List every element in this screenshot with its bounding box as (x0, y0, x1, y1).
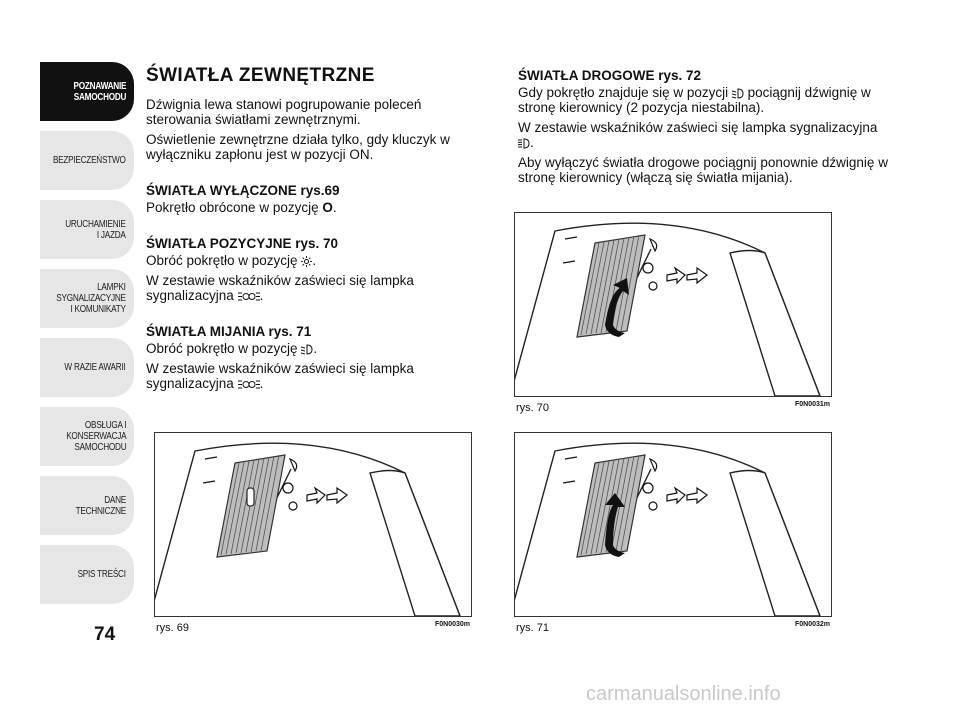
position-instruction: Obróć pokrętło w pozycję (146, 253, 298, 268)
low-beam-text (146, 341, 476, 356)
low-beam-indicator-text (146, 361, 476, 391)
page-number: 74 (94, 624, 116, 645)
punctuation: . (313, 341, 318, 356)
tab-lampki-sygnalizacyjne[interactable] (40, 269, 134, 328)
figure-code: F0N0032m (794, 621, 830, 628)
tab-dane-techniczne[interactable] (40, 476, 134, 535)
tab-w-razie-awarii[interactable] (40, 338, 134, 397)
side-lights-indicator-icon (238, 291, 260, 302)
indicator-instruction: W zestawie wskaźników zaświeci się lampka sygnalizacyjna (518, 120, 878, 135)
tab-label: URUCHAMIENIE I JAZDA (65, 218, 126, 241)
tab-label: SPIS TREŚCI (77, 569, 126, 580)
tab-label: DANE TECHNICZNE (75, 494, 126, 517)
position-lights-text (146, 253, 476, 268)
figure-caption: rys. 69 (156, 622, 190, 634)
high-beam-text-3: Aby wyłączyć światła drogowe pociągnij ponownie dźwignię w stronę kierownicy (włączą się światła mijania). (518, 155, 888, 185)
indicator-instruction: W zestawie wskaźników zaświeci się lampka sygnalizacyjna (146, 361, 414, 391)
tab-label: W RAZIE AWARII (64, 362, 126, 373)
figure-caption: rys. 70 (516, 402, 550, 414)
tab-uruchamienie-i-jazda[interactable] (40, 200, 134, 259)
punctuation: . (332, 200, 337, 215)
position-lights-heading: ŚWIATŁA POZYCYJNE rys. 70 (146, 236, 339, 251)
light-stalk-drawing-71 (515, 433, 831, 616)
light-stalk-drawing-70 (515, 213, 831, 396)
tab-poznawanie-samochodu[interactable] (40, 62, 134, 121)
tab-label: POZNAWANIE SAMOCHODU (73, 80, 126, 103)
chapter-sidebar (40, 62, 134, 614)
figure-illustration (514, 432, 832, 617)
tab-label: BEZPIECZEŃSTWO (53, 155, 126, 166)
punctuation: . (312, 253, 317, 268)
position-indicator-text (146, 273, 476, 303)
tab-label: OBSŁUGA I KONSERWACJA SAMOCHODU (65, 420, 126, 453)
tab-label: LAMPKI SYGNALIZACYJNE I KOMUNIKATY (56, 282, 126, 315)
high-beam-text-1 (518, 85, 888, 115)
high-beam-instruction: Gdy pokrętło znajduje się w pozycji (518, 85, 729, 100)
page-title: ŚWIATŁA ZEWNĘTRZNE (146, 65, 375, 86)
watermark: carmanualsonline.info (586, 683, 781, 705)
punctuation: . (259, 376, 264, 391)
low-beam-icon (732, 88, 744, 99)
side-lights-indicator-icon (238, 379, 260, 390)
figure-code: F0N0030m (434, 621, 470, 628)
lights-off-instruction: Pokrętło obrócone w pozycję (146, 200, 319, 215)
low-beam-heading: ŚWIATŁA MIJANIA rys. 71 (146, 324, 312, 339)
low-beam-instruction: Obróć pokrętło w pozycję (146, 341, 298, 356)
high-beam-instruction-cont: pociągnij dźwignię w stronę kierownicy (2 pozycja niestabilna). (518, 85, 871, 115)
punctuation: . (530, 135, 534, 150)
lights-off-heading: ŚWIATŁA WYŁĄCZONE rys.69 (146, 183, 340, 198)
tab-spis-tresci[interactable] (40, 545, 134, 604)
high-beam-heading: ŚWIATŁA DROGOWE rys. 72 (518, 68, 702, 83)
figure-illustration (514, 212, 832, 397)
high-beam-text-2 (518, 120, 888, 150)
low-beam-icon (301, 344, 313, 355)
punctuation: . (259, 288, 264, 303)
intro-paragraph-2: Oświetlenie zewnętrzne działa tylko, gdy kluczyk w wyłączniku zapłonu jest w pozycji ON. (146, 132, 450, 162)
intro-paragraph-1: Dźwignia lewa stanowi pogrupowanie poleceń sterowania światłami zewnętrznymi. (146, 97, 422, 127)
right-column (518, 68, 888, 190)
position-lights-icon (301, 256, 312, 267)
tab-obsluga-i-konserwacja[interactable] (40, 407, 134, 466)
high-beam-icon (518, 138, 530, 149)
left-column (146, 65, 476, 396)
figure-code: F0N0031m (794, 401, 830, 408)
indicator-instruction: W zestawie wskaźników zaświeci się lampka sygnalizacyjna (146, 273, 414, 303)
off-symbol: O (322, 200, 333, 215)
tab-bezpieczenstwo[interactable] (40, 131, 134, 190)
figure-caption: rys. 71 (516, 622, 550, 634)
figure-illustration (154, 432, 472, 617)
lights-off-text (146, 200, 476, 215)
light-stalk-drawing-69 (155, 433, 471, 616)
